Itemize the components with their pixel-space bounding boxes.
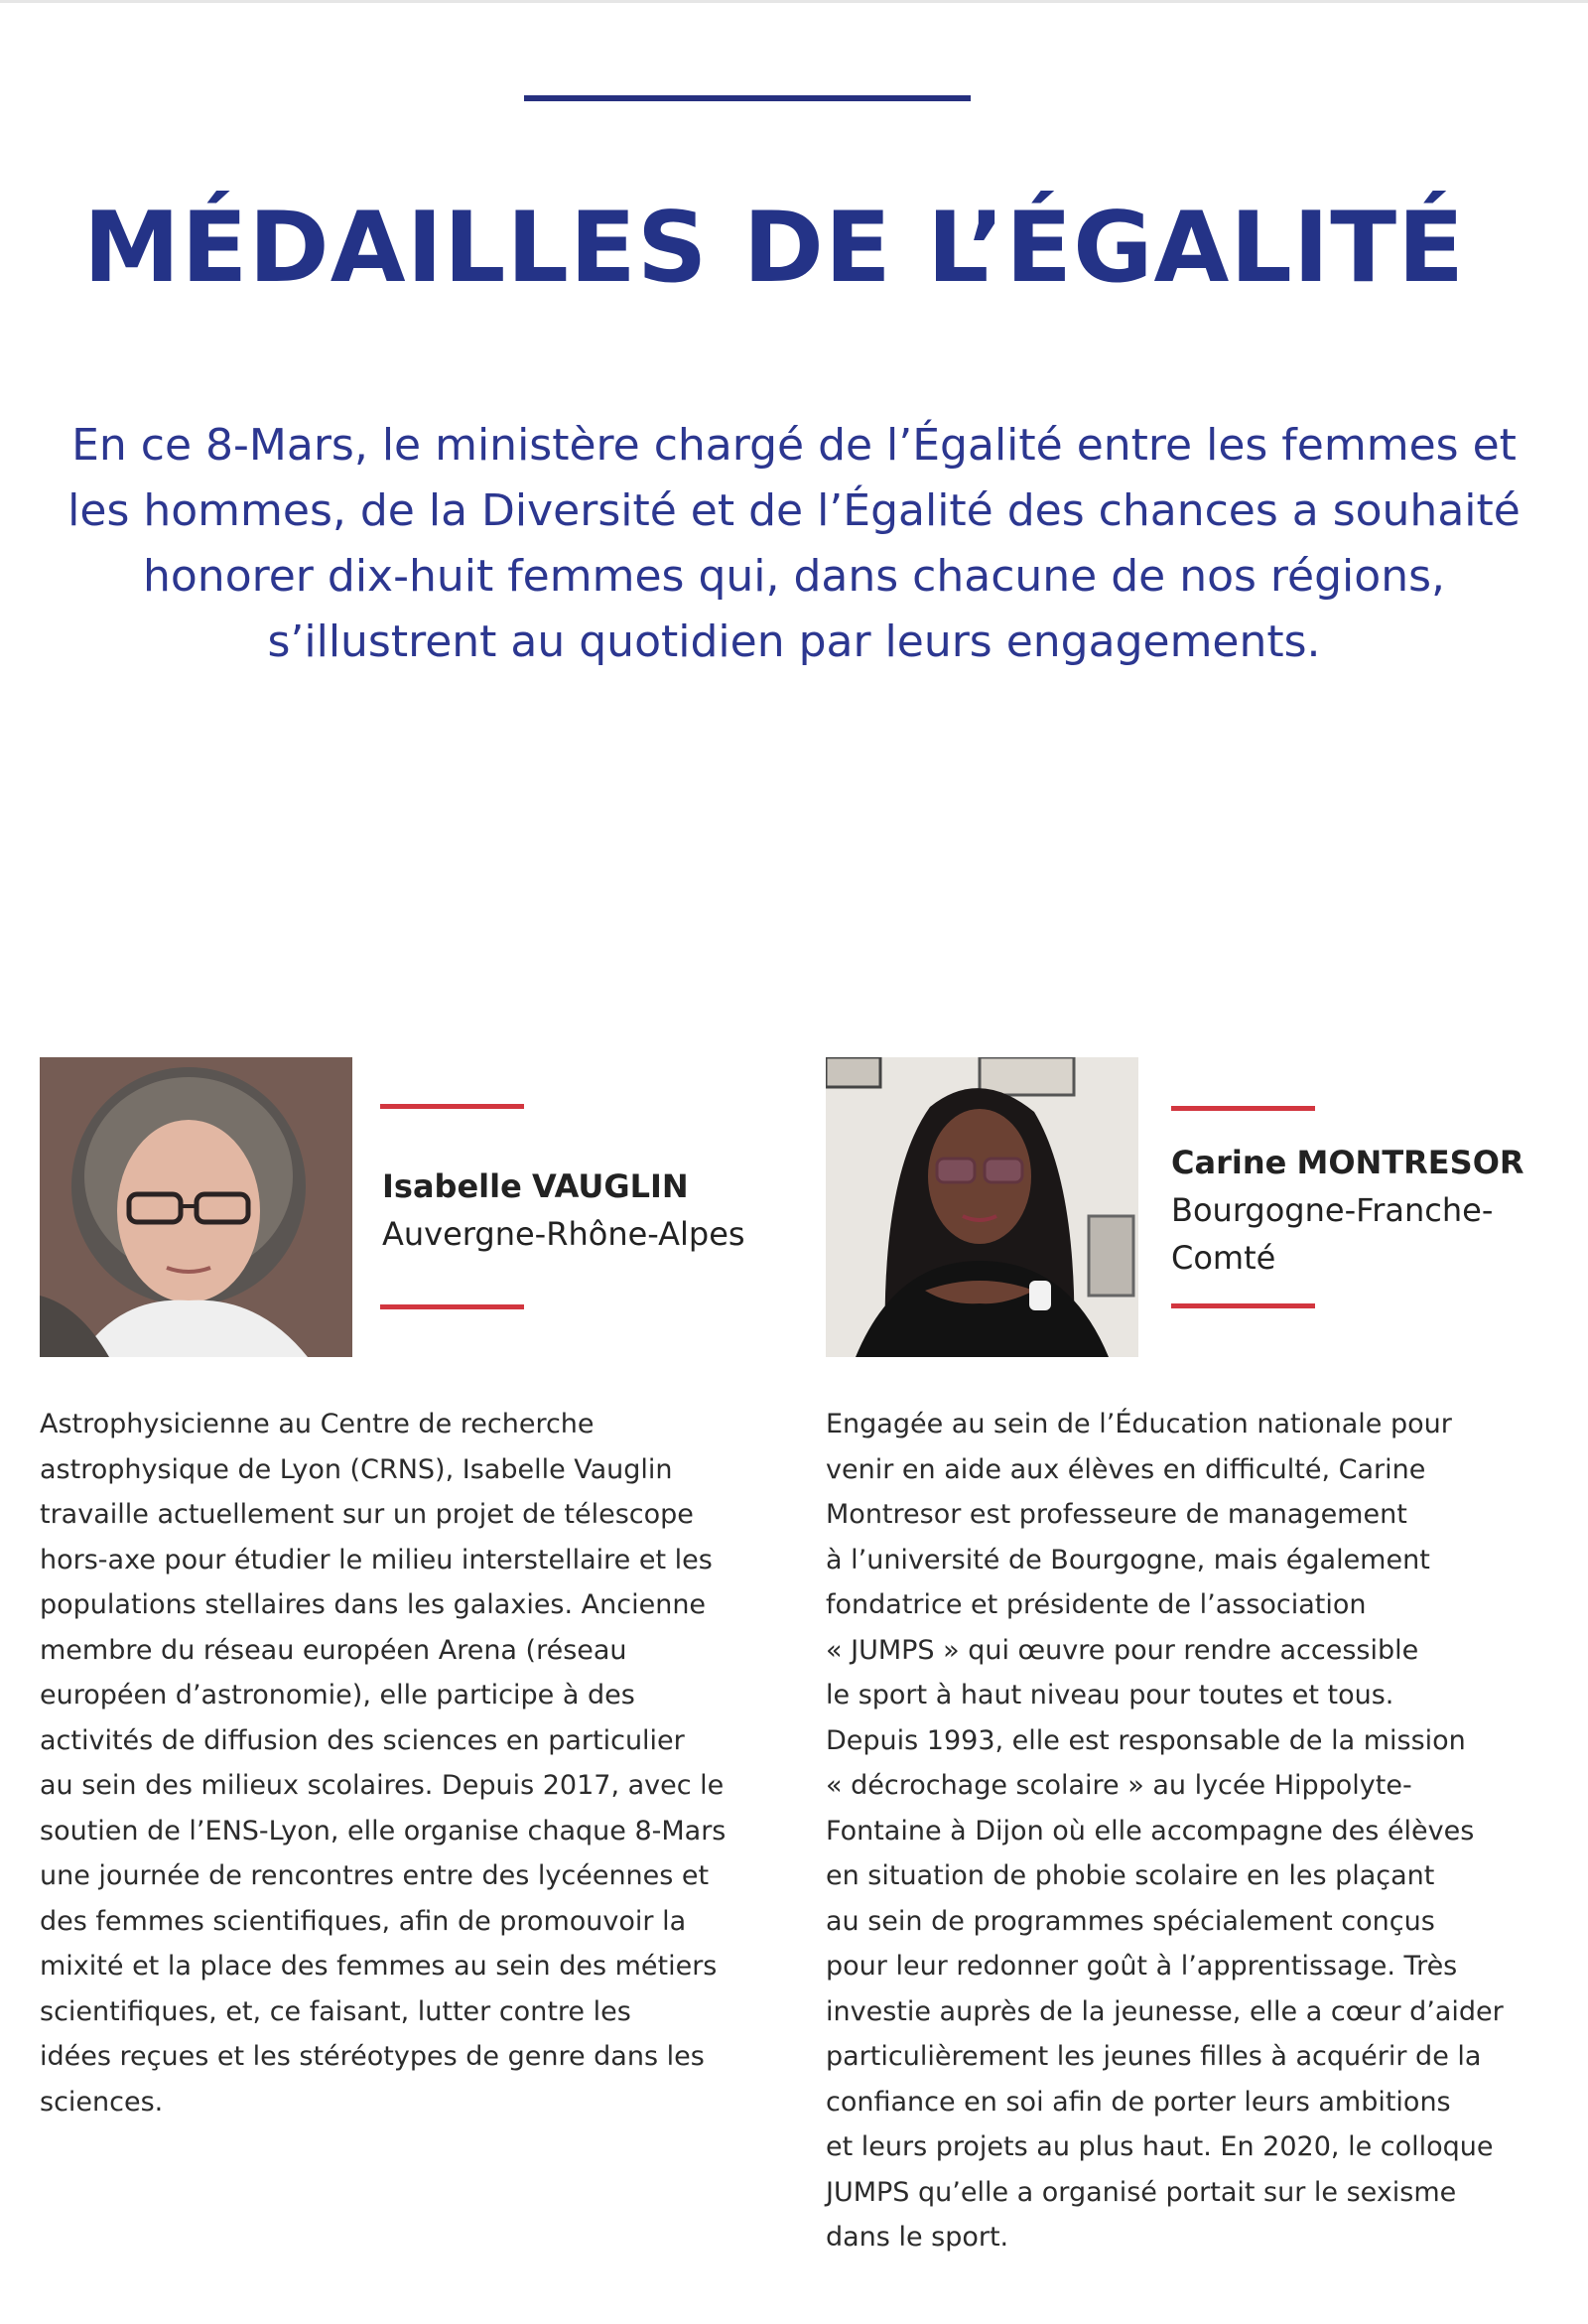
honoree-first-name: Isabelle — [382, 1167, 522, 1205]
honoree-region: Auvergne-Rhône-Alpes — [382, 1215, 745, 1253]
honoree-name — [382, 1162, 745, 1210]
page-top-border — [0, 0, 1588, 3]
honoree-last-name: VAUGLIN — [531, 1167, 689, 1205]
portrait-photo-montresor — [826, 1057, 1138, 1357]
honoree-bio: Astrophysicienne au Centre de recherche astrophysique de Lyon (CRNS), Isabelle Vauglin travaille actuellement sur un projet de télescope hors-axe pour étudier le milieu interstellaire et les populations stellaires dans les galaxies. Ancienne membre du réseau européen Arena (réseau européen d’astronomie), elle participe à des activités de diffusion des sciences en particulier au sein des milieux scolaires. Depuis 2017, avec le soutien de l’ENS-Lyon, elle organise chaque 8-Mars une journée de rencontres entre des lycéennes et des femmes scientifiques, afin de promouvoir la mixité et la place des femmes au sein des métiers scientifiques, et, ce faisant, lutter contre les idées reçues et les stéréotypes de genre dans les sciences. — [40, 1409, 727, 2118]
honoree-first-name: Carine — [1171, 1144, 1287, 1181]
title-rule — [524, 95, 971, 101]
intro-paragraph: En ce 8-Mars, le ministère chargé de l’Égalité entre les femmes et les hommes, de la Diversité et de l’Égalité des chances a souhaité honorer dix-huit femmes qui, dans chacune de nos régions, s’illustrent au quotidien par leurs engagements. — [67, 420, 1521, 667]
portrait-icon — [826, 1057, 1138, 1357]
accent-rule-bottom — [1171, 1303, 1315, 1308]
portrait-icon — [40, 1057, 352, 1357]
honoree-last-name: MONTRESOR — [1296, 1144, 1524, 1181]
honoree-info — [382, 1162, 745, 1258]
honoree-region-line2: Comté — [1171, 1239, 1276, 1277]
honoree-bio: Engagée au sein de l’Éducation nationale pour venir en aide aux élèves en difficulté, Carine Montresor est professeure de management à l’université de Bourgogne, mais également fondatrice et présidente de l’association « JUMPS » qui œuvre pour rendre accessible le sport à haut niveau pour toutes et tous. Depuis 1993, elle est responsable de la mission « décrochage scolaire » au lycée Hippolyte- Fontaine à Dijon où elle accompagne des élèves en situation de phobie scolaire en les plaçant au sein de programmes spécialement conçus pour leur redonner goût à l’apprentissage. Très investie auprès de la jeunesse, elle a cœur d’aider particulièrement les jeunes filles à acquérir de la confiance en soi afin de porter leurs ambitions et leurs projets au plus haut. En 2020, le colloque JUMPS qu’elle a organisé portait sur le sexisme dans le sport. — [826, 1409, 1504, 2253]
portrait-photo-vauglin — [40, 1057, 352, 1357]
honoree-name — [1171, 1139, 1524, 1186]
accent-rule-top — [1171, 1106, 1315, 1111]
honoree-info — [1171, 1139, 1524, 1282]
honoree-region-line1: Bourgogne-Franche- — [1171, 1191, 1494, 1229]
accent-rule-top — [380, 1104, 524, 1109]
accent-rule-bottom — [380, 1304, 524, 1309]
page-title: MÉDAILLES DE L’ÉGALITÉ — [82, 192, 1466, 305]
